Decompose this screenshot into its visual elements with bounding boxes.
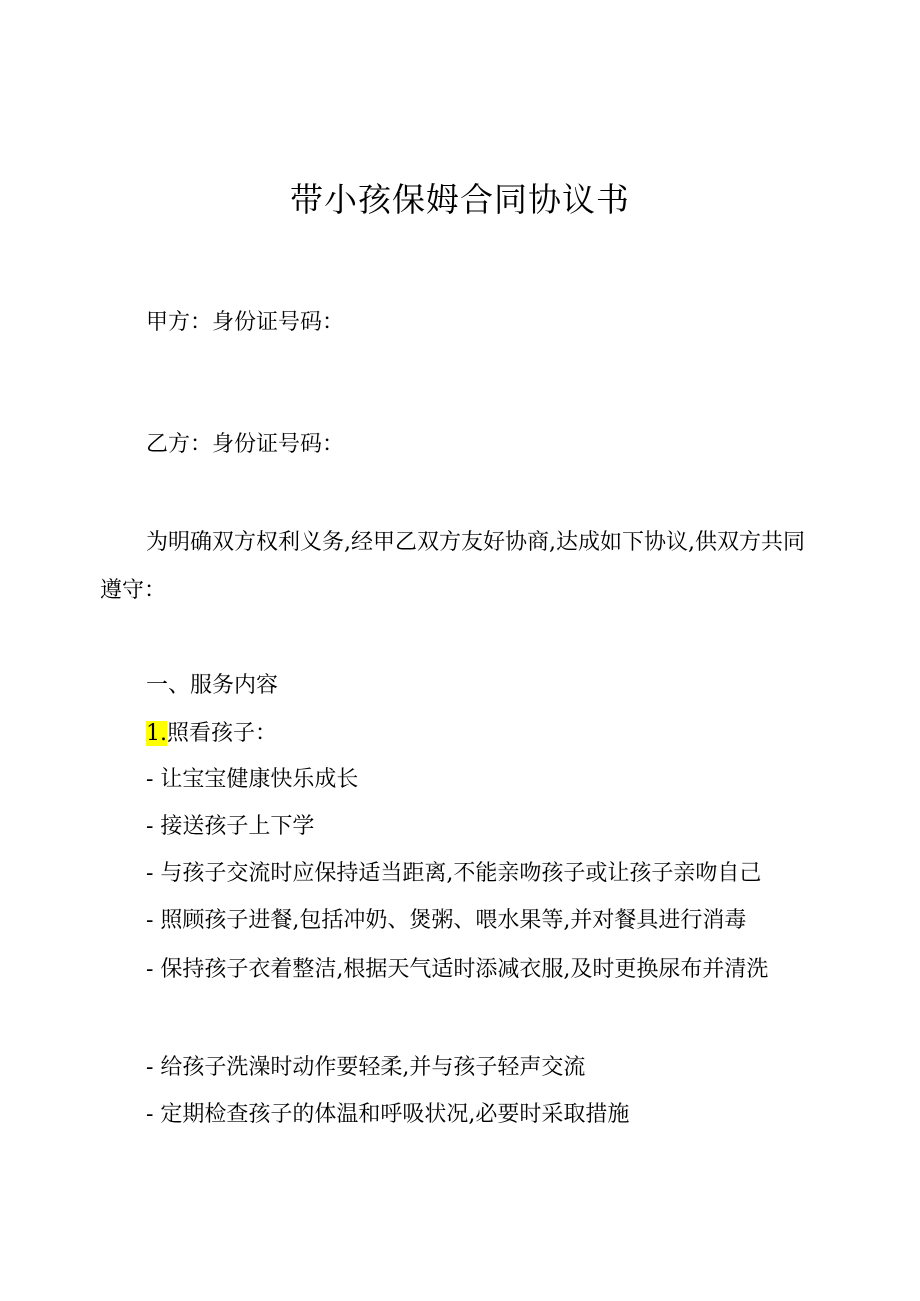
intro-paragraph: 为明确双方权利义务,经甲乙双方友好协商,达成如下协议,供双方共同遵守： bbox=[100, 530, 805, 603]
party-b-line: 乙方：身份证号码： bbox=[146, 432, 345, 457]
bullet-item: - 接送孩子上下学 bbox=[146, 814, 315, 839]
bullet-item: - 照顾孩子进餐,包括冲奶、煲粥、喂水果等,并对餐具进行消毒 bbox=[146, 908, 747, 933]
section-heading-service: 一、服务内容 bbox=[146, 673, 279, 698]
bullet-item-wrapped: - 保持孩子衣着整洁,根据天气适时添减衣服,及时更换尿布并清洗 bbox=[146, 957, 769, 982]
bullet-item: - 与孩子交流时应保持适当距离,不能亲吻孩子或让孩子亲吻自己 bbox=[146, 861, 762, 886]
item-1-line bbox=[146, 719, 277, 749]
document-title: 带小孩保姆合同协议书 bbox=[290, 180, 630, 219]
bullet-item: - 给孩子洗澡时动作要轻柔,并与孩子轻声交流 bbox=[146, 1055, 586, 1080]
item-1-label: 照看孩子： bbox=[167, 721, 278, 746]
party-a-line: 甲方：身份证号码： bbox=[146, 310, 345, 335]
bullet-item: - 让宝宝健康快乐成长 bbox=[146, 767, 359, 792]
bullet-item: - 定期检查孩子的体温和呼吸状况,必要时采取措施 bbox=[146, 1102, 630, 1127]
item-1-number-highlight: 1. bbox=[146, 721, 167, 746]
